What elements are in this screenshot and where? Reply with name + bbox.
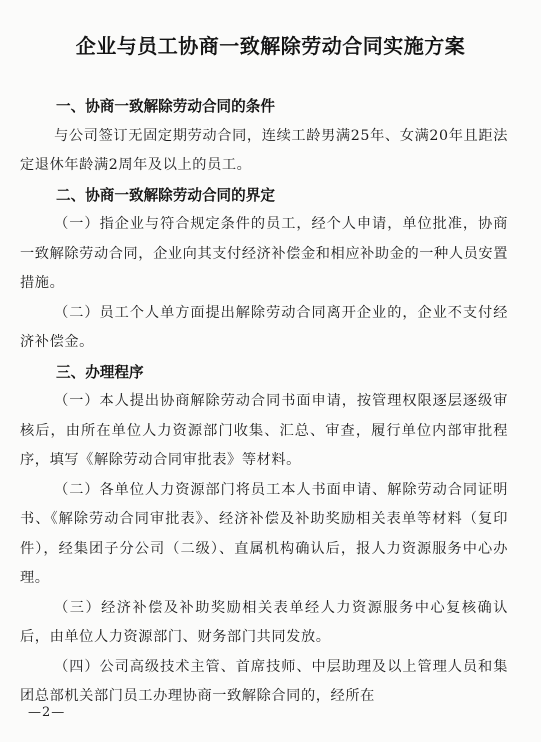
paragraph: （一）本人提出协商解除劳动合同书面申请，按管理权限逐层逐级审核后，由所在单位人力资源部门收集、汇总、审查，履行单位内部审批程序，填写《解除劳动合同审批表》等材料。 xyxy=(20,393,508,468)
document-body xyxy=(20,92,508,712)
paragraph: （三）经济补偿及补助奖励相关表单经人力资源服务中心复核确认后，由单位人力资源部门、财务部门共同发放。 xyxy=(20,599,508,645)
paragraph: （二）员工个人单方面提出解除劳动合同离开企业的，企业不支付经济补偿金。 xyxy=(20,304,508,350)
paragraph: （二）各单位人力资源部门将员工本人书面申请、解除劳动合同证明书、《解除劳动合同审批表》、经济补偿及补助奖励相关表单等材料（复印件），经集团子分公司（二级）、直属机构确认后，报人力资源服务中心办理。 xyxy=(20,481,508,586)
paragraph: 与公司签订无固定期劳动合同，连续工龄男满25年、女满20年且距法定退休年龄满2周年及以上的员工。 xyxy=(20,127,508,173)
section-heading-definition: 二、协商一致解除劳动合同的界定 xyxy=(56,186,275,204)
section-heading-procedure: 三、办理程序 xyxy=(56,363,144,381)
document-title: 企业与员工协商一致解除劳动合同实施方案 xyxy=(75,34,466,58)
paragraph: （一）指企业与符合规定条件的员工，经个人申请，单位批准，协商一致解除劳动合同，企业向其支付经济补偿金和相应补助金的一种人员安置措施。 xyxy=(20,216,508,291)
page-number: —2— xyxy=(28,705,66,720)
section-heading-conditions: 一、协商一致解除劳动合同的条件 xyxy=(56,98,275,115)
paragraph: （四）公司高级技术主管、首席技师、中层助理及以上管理人员和集团总部机关部门员工办理协商一致解除合同的，经所在 xyxy=(20,658,508,704)
